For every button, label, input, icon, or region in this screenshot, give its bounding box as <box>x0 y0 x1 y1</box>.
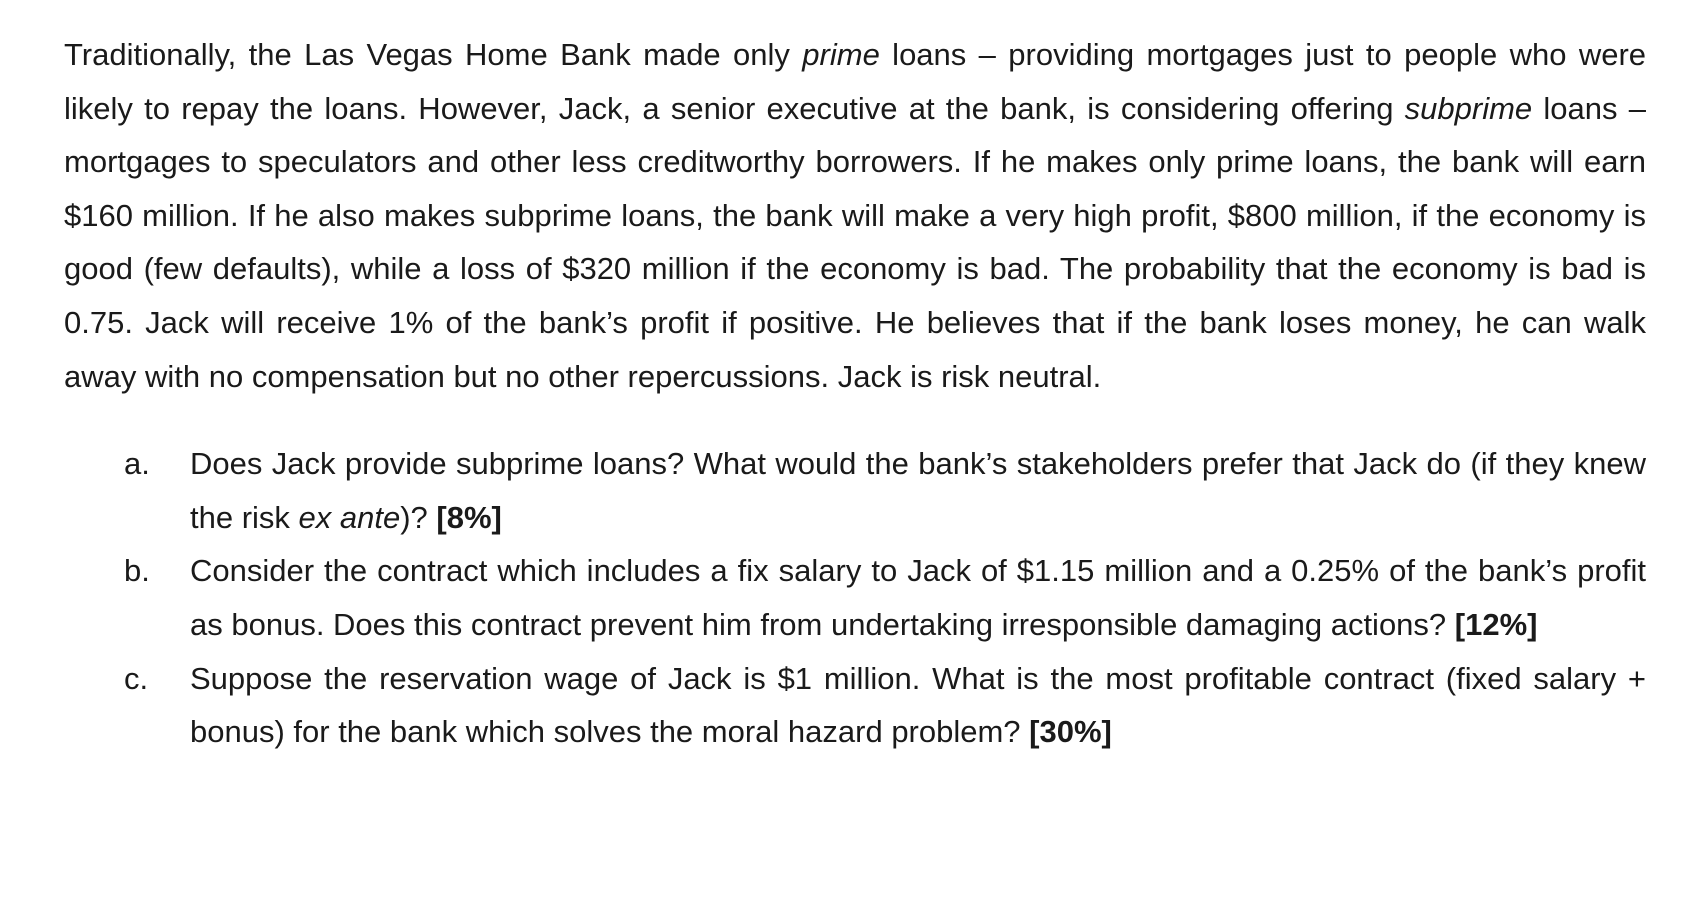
question-a <box>64 437 1646 544</box>
question-weight: [8%] <box>436 499 502 535</box>
question-list <box>64 437 1646 759</box>
intro-text-2: loans – providing mortgages just to people who were likely to repay the loans. However, Jack, a senior executive at the bank, is considering offering <box>64 37 1647 126</box>
question-text: Consider the contract which includes a fix salary to Jack of $1.15 million and a 0.25% of the bank’s profit as bonus. Does this contract prevent him from undertaking irresponsible damaging actions? <box>190 553 1646 642</box>
intro-text-1: Traditionally, the Las Vegas Home Bank made only <box>64 37 803 72</box>
question-text: Does Jack provide subprime loans? What would the bank’s stakeholders prefer that Jack do (if they knew the risk <box>190 446 1646 535</box>
question-emphasis: ex ante <box>298 499 401 535</box>
question-marker: a. <box>124 446 150 482</box>
document-body <box>64 28 1646 759</box>
question-marker: c. <box>124 660 149 696</box>
intro-paragraph <box>64 28 1646 403</box>
intro-emphasis-subprime: subprime <box>1404 90 1533 126</box>
intro-text-3: loans – mortgages to speculators and other less creditworthy borrowers. If he makes only prime loans, the bank will earn $160 million. If he also makes subprime loans, the bank will make a very high profit, $800 million, if the economy is good (few defaults), while a loss of $320 million if the economy is bad. The probability that the economy is bad is 0.75. Jack will receive 1% of the bank’s profit if positive. He believes that if the bank loses money, he can walk away with no compensation but no other repercussions. Jack is risk neutral. <box>64 90 1646 394</box>
question-text: Suppose the reservation wage of Jack is $1 million. What is the most profitable contract (fixed salary + bonus) for the bank which solves the moral hazard problem? <box>190 660 1646 750</box>
question-weight: [30%] <box>1029 714 1112 750</box>
question-b <box>64 544 1646 651</box>
intro-emphasis-prime: prime <box>802 37 880 72</box>
question-text-after: )? <box>400 499 437 535</box>
question-c <box>64 652 1646 759</box>
question-marker: b. <box>124 553 150 589</box>
question-weight: [12%] <box>1454 606 1538 642</box>
